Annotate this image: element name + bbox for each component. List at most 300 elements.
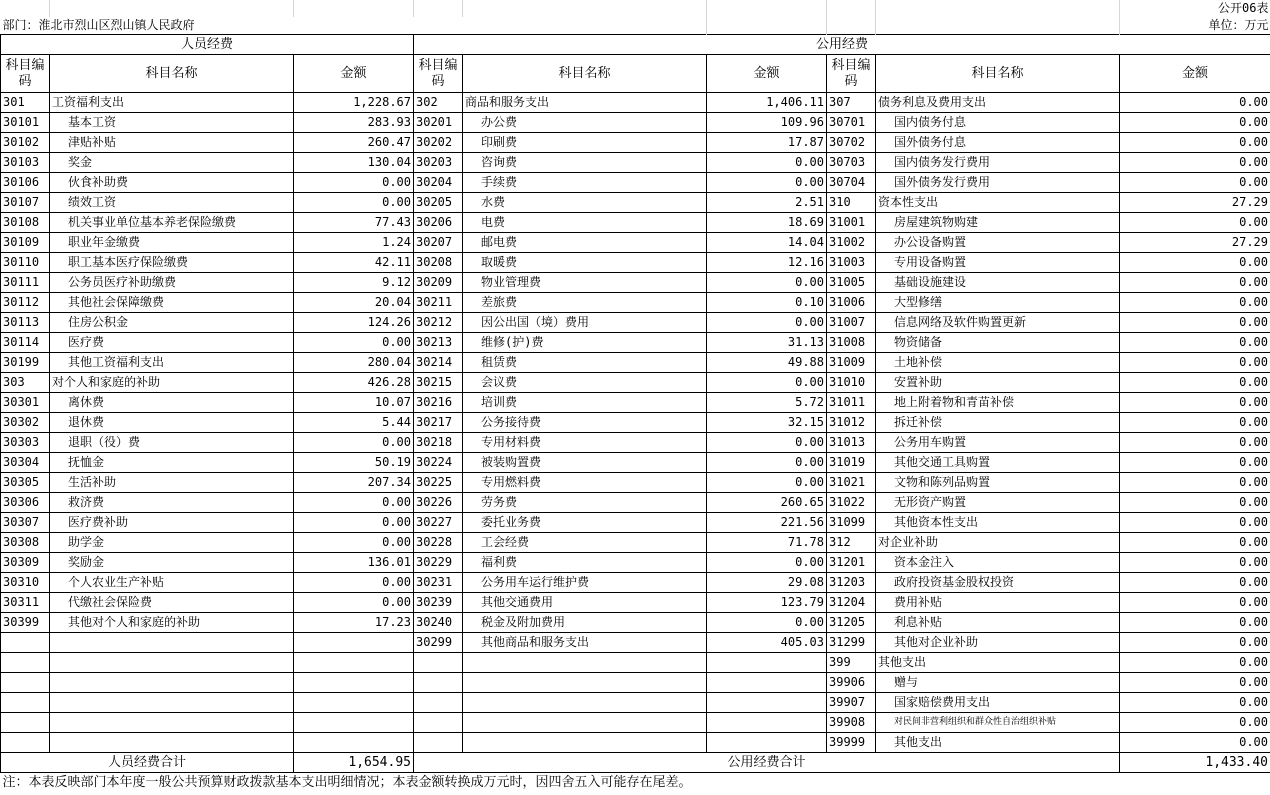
personnel-group-header: 人员经费	[1, 35, 414, 55]
public-mid-amount-cell: 2.51	[707, 193, 827, 213]
table-row	[1, 253, 1270, 273]
personnel-code-cell	[1, 693, 50, 713]
public-mid-name-cell	[463, 653, 707, 673]
table-row	[1, 93, 1270, 113]
public-right-name-cell: 其他对企业补助	[876, 633, 1120, 653]
public-right-amount-cell: 0.00	[1120, 273, 1270, 293]
personnel-name-cell	[50, 673, 294, 693]
public-right-name-cell: 国内债务发行费用	[876, 153, 1120, 173]
personnel-code-cell: 30106	[1, 173, 50, 193]
personnel-amount-cell	[294, 693, 414, 713]
personnel-code-cell: 30308	[1, 533, 50, 553]
public-mid-code-cell: 30299	[414, 633, 463, 653]
public-mid-code-cell: 30211	[414, 293, 463, 313]
public-mid-code-cell: 30204	[414, 173, 463, 193]
personnel-name-cell: 住房公积金	[50, 313, 294, 333]
public-mid-name-cell: 咨询费	[463, 153, 707, 173]
public-right-code-cell: 31019	[827, 453, 876, 473]
table-row	[1, 393, 1270, 413]
personnel-code-cell: 30101	[1, 113, 50, 133]
personnel-name-cell: 其他工资福利支出	[50, 353, 294, 373]
public-mid-name-cell: 被装购置费	[463, 453, 707, 473]
public-mid-amount-cell: 0.00	[707, 273, 827, 293]
public-right-name-cell: 办公设备购置	[876, 233, 1120, 253]
public-mid-amount-cell: 0.00	[707, 453, 827, 473]
public-mid-code-cell: 30201	[414, 113, 463, 133]
public-mid-amount-cell	[707, 733, 827, 753]
personnel-amount-cell: 280.04	[294, 353, 414, 373]
public-mid-code-cell: 30217	[414, 413, 463, 433]
personnel-name-cell: 其他对个人和家庭的补助	[50, 613, 294, 633]
public-right-code-cell: 31022	[827, 493, 876, 513]
public-right-code-cell: 312	[827, 533, 876, 553]
table-row	[1, 453, 1270, 473]
table-row	[1, 593, 1270, 613]
personnel-code-cell	[1, 733, 50, 753]
personnel-amount-cell: 9.12	[294, 273, 414, 293]
personnel-amount-cell	[294, 653, 414, 673]
public-mid-name-cell: 邮电费	[463, 233, 707, 253]
public-right-code-cell: 31010	[827, 373, 876, 393]
public-right-name-cell: 地上附着物和青苗补偿	[876, 393, 1120, 413]
table-row	[1, 213, 1270, 233]
public-mid-amount-cell	[707, 713, 827, 733]
public-mid-code-cell	[414, 673, 463, 693]
public-mid-amount-cell	[707, 693, 827, 713]
public-mid-amount-cell: 71.78	[707, 533, 827, 553]
public-right-name-cell: 拆迁补偿	[876, 413, 1120, 433]
table-row	[1, 113, 1270, 133]
public-right-code-cell: 39908	[827, 713, 876, 733]
public-mid-amount-cell: 0.00	[707, 313, 827, 333]
personnel-amount-cell: 1,228.67	[294, 93, 414, 113]
public-right-amount-cell: 0.00	[1120, 253, 1270, 273]
public-right-amount-cell: 0.00	[1120, 533, 1270, 553]
public-mid-amount-cell: 0.00	[707, 553, 827, 573]
personnel-code-cell: 30103	[1, 153, 50, 173]
public-right-amount-cell: 0.00	[1120, 613, 1270, 633]
personnel-code-cell	[1, 633, 50, 653]
table-row	[1, 273, 1270, 293]
public-mid-name-cell: 取暖费	[463, 253, 707, 273]
personnel-code-header: 科目编码	[1, 55, 50, 93]
public-mid-name-cell: 办公费	[463, 113, 707, 133]
public-right-code-cell: 30702	[827, 133, 876, 153]
public-mid-code-cell: 30227	[414, 513, 463, 533]
public-mid-code-cell: 30205	[414, 193, 463, 213]
public-right-name-cell: 安置补助	[876, 373, 1120, 393]
public-mid-amount-cell: 32.15	[707, 413, 827, 433]
public-right-name-cell: 土地补偿	[876, 353, 1120, 373]
public-right-name-cell: 大型修缮	[876, 293, 1120, 313]
personnel-code-cell: 30301	[1, 393, 50, 413]
public-mid-code-cell: 30216	[414, 393, 463, 413]
personnel-name-cell: 职业年金缴费	[50, 233, 294, 253]
public-mid-code-cell: 30239	[414, 593, 463, 613]
personnel-amount-cell: 1.24	[294, 233, 414, 253]
public-mid-name-cell: 水费	[463, 193, 707, 213]
public-right-name-cell: 其他支出	[876, 653, 1120, 673]
public-right-name-cell: 费用补贴	[876, 593, 1120, 613]
public-right-amount-cell: 0.00	[1120, 513, 1270, 533]
public-mid-name-cell: 租赁费	[463, 353, 707, 373]
table-row	[1, 673, 1270, 693]
table-row	[1, 433, 1270, 453]
personnel-name-header: 科目名称	[50, 55, 294, 93]
public-mid-code-cell	[414, 733, 463, 753]
personnel-code-cell	[1, 653, 50, 673]
public-mid-code-cell: 30212	[414, 313, 463, 333]
public-right-code-cell: 39999	[827, 733, 876, 753]
public-mid-code-cell: 30209	[414, 273, 463, 293]
table-row	[1, 553, 1270, 573]
public-mid-amount-cell	[707, 653, 827, 673]
public-right-code-cell: 31002	[827, 233, 876, 253]
public-mid-name-cell	[463, 733, 707, 753]
personnel-name-cell: 对个人和家庭的补助	[50, 373, 294, 393]
personnel-code-cell: 30305	[1, 473, 50, 493]
public-right-code-header: 科目编码	[827, 55, 876, 93]
table-row	[1, 633, 1270, 653]
public-mid-name-cell: 因公出国（境）费用	[463, 313, 707, 333]
public-right-code-cell: 31013	[827, 433, 876, 453]
public-right-amount-cell: 0.00	[1120, 553, 1270, 573]
personnel-code-cell: 303	[1, 373, 50, 393]
table-row	[1, 513, 1270, 533]
public-mid-code-cell: 30213	[414, 333, 463, 353]
public-right-code-cell: 31007	[827, 313, 876, 333]
personnel-amount-cell: 0.00	[294, 173, 414, 193]
personnel-amount-cell: 0.00	[294, 493, 414, 513]
public-right-amount-cell: 0.00	[1120, 593, 1270, 613]
public-right-code-cell: 310	[827, 193, 876, 213]
public-right-name-cell: 对民间非营利组织和群众性自治组织补贴	[876, 713, 1120, 733]
public-right-name-header: 科目名称	[876, 55, 1120, 93]
personnel-amount-cell: 0.00	[294, 533, 414, 553]
public-right-code-cell: 307	[827, 93, 876, 113]
personnel-name-cell: 生活补助	[50, 473, 294, 493]
public-right-amount-cell: 0.00	[1120, 453, 1270, 473]
table-row	[1, 373, 1270, 393]
table-row	[1, 533, 1270, 553]
personnel-code-cell: 30108	[1, 213, 50, 233]
personnel-code-cell: 30114	[1, 333, 50, 353]
public-mid-code-cell	[414, 713, 463, 733]
public-mid-amount-cell: 0.00	[707, 433, 827, 453]
personnel-name-cell	[50, 713, 294, 733]
personnel-code-cell: 30102	[1, 133, 50, 153]
table-row	[1, 333, 1270, 353]
personnel-code-cell: 30399	[1, 613, 50, 633]
public-right-name-cell: 政府投资基金股权投资	[876, 573, 1120, 593]
public-mid-amount-cell: 18.69	[707, 213, 827, 233]
public-right-code-cell: 31021	[827, 473, 876, 493]
public-mid-name-cell	[463, 673, 707, 693]
personnel-name-cell	[50, 653, 294, 673]
public-total-amount: 1,433.40	[1120, 753, 1270, 773]
personnel-amount-cell: 0.00	[294, 433, 414, 453]
personnel-code-cell: 30311	[1, 593, 50, 613]
personnel-code-cell: 30109	[1, 233, 50, 253]
personnel-code-cell: 30302	[1, 413, 50, 433]
public-mid-amount-cell: 109.96	[707, 113, 827, 133]
public-mid-code-cell	[414, 693, 463, 713]
public-mid-code-cell: 30202	[414, 133, 463, 153]
public-right-amount-cell: 0.00	[1120, 713, 1270, 733]
personnel-name-cell: 代缴社会保险费	[50, 593, 294, 613]
public-mid-name-cell: 印刷费	[463, 133, 707, 153]
public-right-amount-cell: 0.00	[1120, 573, 1270, 593]
public-right-code-cell: 30704	[827, 173, 876, 193]
table-row	[1, 233, 1270, 253]
public-right-name-cell: 债务利息及费用支出	[876, 93, 1120, 113]
public-mid-amount-cell: 1,406.11	[707, 93, 827, 113]
personnel-amount-cell: 20.04	[294, 293, 414, 313]
public-mid-name-cell: 税金及附加费用	[463, 613, 707, 633]
table-row	[1, 173, 1270, 193]
public-mid-code-cell: 30215	[414, 373, 463, 393]
personnel-name-cell	[50, 693, 294, 713]
table-row	[1, 153, 1270, 173]
public-right-code-cell: 39906	[827, 673, 876, 693]
personnel-code-cell: 301	[1, 93, 50, 113]
personnel-name-cell: 助学金	[50, 533, 294, 553]
public-right-amount-cell: 27.29	[1120, 233, 1270, 253]
public-mid-code-cell	[414, 653, 463, 673]
public-mid-amount-cell	[707, 673, 827, 693]
public-mid-name-cell: 手续费	[463, 173, 707, 193]
table-row	[1, 413, 1270, 433]
public-right-amount-cell: 0.00	[1120, 393, 1270, 413]
public-mid-name-cell: 公务用车运行维护费	[463, 573, 707, 593]
personnel-name-cell: 个人农业生产补贴	[50, 573, 294, 593]
personnel-name-cell: 工资福利支出	[50, 93, 294, 113]
public-mid-name-cell: 培训费	[463, 393, 707, 413]
public-right-amount-cell: 0.00	[1120, 173, 1270, 193]
personnel-amount-cell: 207.34	[294, 473, 414, 493]
public-mid-amount-cell: 31.13	[707, 333, 827, 353]
personnel-amount-cell: 50.19	[294, 453, 414, 473]
public-mid-code-cell: 30206	[414, 213, 463, 233]
public-mid-amount-cell: 221.56	[707, 513, 827, 533]
public-mid-amount-cell: 123.79	[707, 593, 827, 613]
personnel-name-cell: 职工基本医疗保险缴费	[50, 253, 294, 273]
public-right-amount-cell: 27.29	[1120, 193, 1270, 213]
table-row	[1, 613, 1270, 633]
public-mid-code-cell: 30224	[414, 453, 463, 473]
personnel-name-cell: 津贴补贴	[50, 133, 294, 153]
personnel-code-cell	[1, 713, 50, 733]
personnel-amount-cell: 130.04	[294, 153, 414, 173]
public-right-amount-cell: 0.00	[1120, 133, 1270, 153]
personnel-name-cell: 其他社会保障缴费	[50, 293, 294, 313]
personnel-amount-cell	[294, 713, 414, 733]
public-right-amount-cell: 0.00	[1120, 313, 1270, 333]
public-right-code-cell: 31205	[827, 613, 876, 633]
public-mid-amount-cell: 29.08	[707, 573, 827, 593]
public-right-name-cell: 其他支出	[876, 733, 1120, 753]
public-mid-name-cell: 公务接待费	[463, 413, 707, 433]
personnel-name-cell: 医疗费补助	[50, 513, 294, 533]
public-right-code-cell: 31204	[827, 593, 876, 613]
public-mid-amount-cell: 0.00	[707, 173, 827, 193]
public-total-label: 公用经费合计	[414, 753, 1120, 773]
public-mid-name-cell	[463, 693, 707, 713]
personnel-code-cell: 30303	[1, 433, 50, 453]
personnel-amount-cell: 0.00	[294, 573, 414, 593]
public-mid-code-cell: 30203	[414, 153, 463, 173]
public-mid-name-cell: 其他交通费用	[463, 593, 707, 613]
public-mid-amount-cell: 0.00	[707, 373, 827, 393]
personnel-code-cell: 30113	[1, 313, 50, 333]
public-right-code-cell: 39907	[827, 693, 876, 713]
public-right-code-cell: 399	[827, 653, 876, 673]
public-right-name-cell: 对企业补助	[876, 533, 1120, 553]
personnel-code-cell: 30309	[1, 553, 50, 573]
public-right-name-cell: 无形资产购置	[876, 493, 1120, 513]
personnel-amount-cell: 0.00	[294, 333, 414, 353]
public-mid-amount-cell: 14.04	[707, 233, 827, 253]
personnel-amount-cell: 10.07	[294, 393, 414, 413]
personnel-name-cell: 医疗费	[50, 333, 294, 353]
personnel-name-cell: 机关事业单位基本养老保险缴费	[50, 213, 294, 233]
table-row	[1, 293, 1270, 313]
table-row	[1, 473, 1270, 493]
public-mid-name-cell: 委托业务费	[463, 513, 707, 533]
public-mid-amount-cell: 5.72	[707, 393, 827, 413]
public-mid-code-cell: 30207	[414, 233, 463, 253]
personnel-name-cell: 绩效工资	[50, 193, 294, 213]
personnel-amount-cell: 426.28	[294, 373, 414, 393]
public-right-name-cell: 国外债务付息	[876, 133, 1120, 153]
public-mid-amount-cell: 17.87	[707, 133, 827, 153]
public-mid-name-cell: 会议费	[463, 373, 707, 393]
public-mid-name-cell: 其他商品和服务支出	[463, 633, 707, 653]
public-mid-amount-cell: 0.00	[707, 613, 827, 633]
personnel-amount-cell: 5.44	[294, 413, 414, 433]
personnel-name-cell: 基本工资	[50, 113, 294, 133]
table-row	[1, 193, 1270, 213]
personnel-code-cell: 30307	[1, 513, 50, 533]
public-right-name-cell: 专用设备购置	[876, 253, 1120, 273]
public-right-code-cell: 31001	[827, 213, 876, 233]
personnel-name-cell: 退职（役）费	[50, 433, 294, 453]
public-right-name-cell: 赠与	[876, 673, 1120, 693]
public-mid-code-cell: 30229	[414, 553, 463, 573]
public-right-amount-cell: 0.00	[1120, 693, 1270, 713]
public-right-amount-cell: 0.00	[1120, 113, 1270, 133]
public-mid-code-cell: 30208	[414, 253, 463, 273]
public-right-code-cell: 31006	[827, 293, 876, 313]
personnel-amount-cell: 260.47	[294, 133, 414, 153]
department-label: 部门：淮北市烈山区烈山镇人民政府	[2, 18, 195, 32]
public-right-code-cell: 31011	[827, 393, 876, 413]
public-right-amount-cell: 0.00	[1120, 413, 1270, 433]
public-right-amount-cell: 0.00	[1120, 373, 1270, 393]
table-row	[1, 733, 1270, 753]
public-right-name-cell: 物资储备	[876, 333, 1120, 353]
personnel-code-cell	[1, 673, 50, 693]
personnel-name-cell: 伙食补助费	[50, 173, 294, 193]
public-mid-name-cell: 电费	[463, 213, 707, 233]
personnel-amount-cell: 124.26	[294, 313, 414, 333]
public-mid-name-cell: 商品和服务支出	[463, 93, 707, 113]
public-right-amount-cell: 0.00	[1120, 733, 1270, 753]
public-mid-amount-cell: 49.88	[707, 353, 827, 373]
personnel-name-cell: 离休费	[50, 393, 294, 413]
public-right-name-cell: 其他交通工具购置	[876, 453, 1120, 473]
public-mid-amount-cell: 405.03	[707, 633, 827, 653]
personnel-amount-cell: 17.23	[294, 613, 414, 633]
public-right-amount-cell: 0.00	[1120, 493, 1270, 513]
public-right-amount-cell: 0.00	[1120, 473, 1270, 493]
public-mid-code-cell: 30231	[414, 573, 463, 593]
public-right-amount-cell: 0.00	[1120, 673, 1270, 693]
public-right-code-cell: 31003	[827, 253, 876, 273]
personnel-code-cell: 30112	[1, 293, 50, 313]
public-right-amount-cell: 0.00	[1120, 333, 1270, 353]
public-mid-amount-cell: 0.10	[707, 293, 827, 313]
public-right-code-cell: 31203	[827, 573, 876, 593]
public-mid-amount-header: 金额	[707, 55, 827, 93]
unit-label: 单位：万元	[1208, 18, 1269, 32]
personnel-amount-cell: 42.11	[294, 253, 414, 273]
public-right-amount-cell: 0.00	[1120, 293, 1270, 313]
public-right-name-cell: 基础设施建设	[876, 273, 1120, 293]
public-mid-name-cell	[463, 713, 707, 733]
public-right-amount-cell: 0.00	[1120, 433, 1270, 453]
public-mid-amount-cell: 260.65	[707, 493, 827, 513]
personnel-code-cell: 30199	[1, 353, 50, 373]
public-right-amount-cell: 0.00	[1120, 633, 1270, 653]
personnel-name-cell: 奖励金	[50, 553, 294, 573]
public-mid-amount-cell: 0.00	[707, 153, 827, 173]
personnel-amount-cell: 0.00	[294, 193, 414, 213]
public-right-name-cell: 房屋建筑物购建	[876, 213, 1120, 233]
footnote: 注：本表反映部门本年度一般公共预算财政拨款基本支出明细情况；本表金额转换成万元时，因四舍五入可能存在尾差。	[2, 775, 692, 790]
public-right-code-cell: 31299	[827, 633, 876, 653]
personnel-code-cell: 30111	[1, 273, 50, 293]
public-right-code-cell: 31009	[827, 353, 876, 373]
personnel-amount-cell	[294, 633, 414, 653]
personnel-name-cell: 奖金	[50, 153, 294, 173]
public-mid-name-cell: 维修(护)费	[463, 333, 707, 353]
public-mid-code-cell: 30218	[414, 433, 463, 453]
public-mid-code-cell: 30228	[414, 533, 463, 553]
public-mid-name-cell: 专用燃料费	[463, 473, 707, 493]
public-right-name-cell: 信息网络及软件购置更新	[876, 313, 1120, 333]
table-row	[1, 353, 1270, 373]
personnel-code-cell: 30110	[1, 253, 50, 273]
personnel-total-label: 人员经费合计	[1, 753, 294, 773]
table-row	[1, 693, 1270, 713]
public-mid-name-cell: 劳务费	[463, 493, 707, 513]
public-right-code-cell: 31008	[827, 333, 876, 353]
public-mid-amount-cell: 12.16	[707, 253, 827, 273]
public-right-amount-cell: 0.00	[1120, 153, 1270, 173]
public-mid-name-cell: 工会经费	[463, 533, 707, 553]
table-row	[1, 713, 1270, 733]
personnel-amount-cell: 283.93	[294, 113, 414, 133]
public-right-amount-cell: 0.00	[1120, 653, 1270, 673]
public-right-code-cell: 31201	[827, 553, 876, 573]
public-right-name-cell: 利息补贴	[876, 613, 1120, 633]
public-mid-amount-cell: 0.00	[707, 473, 827, 493]
personnel-amount-cell: 77.43	[294, 213, 414, 233]
public-right-code-cell: 31012	[827, 413, 876, 433]
public-mid-name-cell: 福利费	[463, 553, 707, 573]
public-mid-code-cell: 30225	[414, 473, 463, 493]
